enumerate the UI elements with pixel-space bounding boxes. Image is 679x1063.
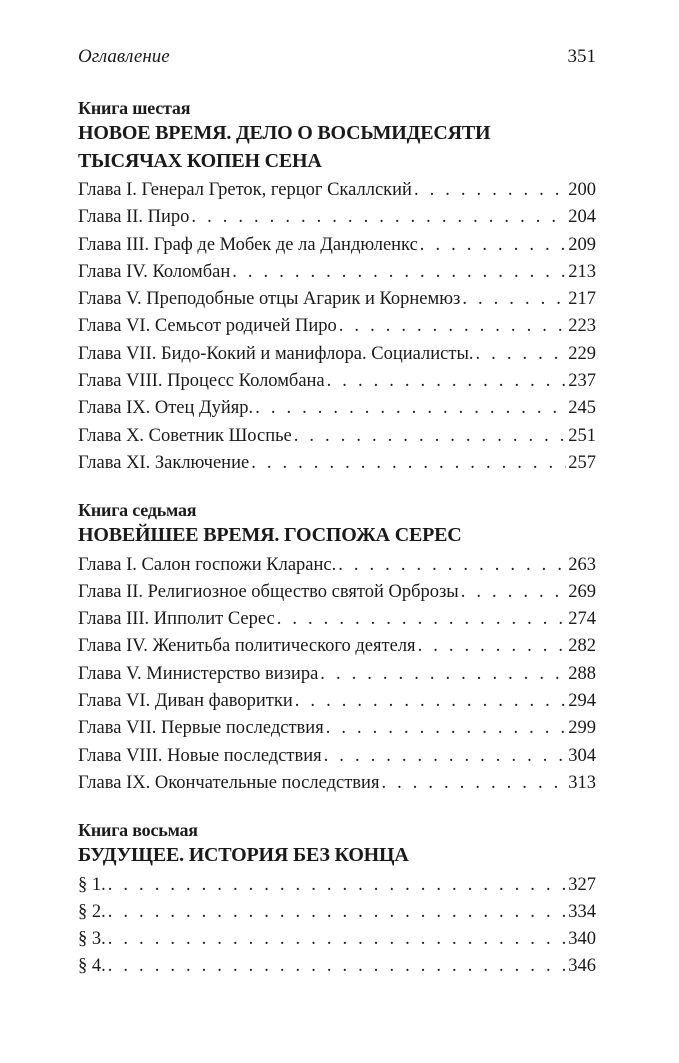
dot-leader	[327, 368, 567, 395]
toc-entry[interactable]	[78, 606, 596, 633]
chapter-title: Глава IX. Отец Дуйяр.	[78, 398, 254, 419]
dot-leader	[324, 743, 567, 770]
dot-leader	[108, 899, 567, 926]
chapter-title: Глава X. Советник Шоспье	[78, 425, 292, 446]
dot-leader	[295, 688, 566, 715]
chapter-title: Глава I. Салон госпожи Кларанс.	[78, 554, 337, 575]
chapter-page: 257	[568, 452, 596, 473]
toc-entry[interactable]	[78, 552, 596, 579]
toc-list	[78, 872, 596, 981]
dot-leader	[320, 661, 566, 688]
chapter-page: 327	[568, 874, 596, 895]
book-label: Книга шестая	[78, 98, 191, 118]
dot-leader	[418, 633, 567, 660]
chapter-page: 204	[568, 207, 596, 228]
chapter-page: 209	[568, 234, 596, 255]
chapter-title: Глава VIII. Процесс Коломбана	[78, 371, 325, 392]
toc-entry[interactable]	[78, 286, 596, 313]
toc-entry[interactable]	[78, 688, 596, 715]
book-title-line: НОВОЕ ВРЕМЯ. ДЕЛО О ВОСЬМИДЕСЯТИ	[78, 122, 491, 144]
book-section-7	[78, 498, 596, 797]
header-title: Оглавление	[78, 46, 170, 67]
chapter-title: Глава VII. Первые последствия	[78, 718, 324, 739]
dot-leader	[191, 204, 566, 231]
chapter-page: 282	[568, 636, 596, 657]
toc-entry[interactable]	[78, 715, 596, 742]
dot-leader	[339, 313, 566, 340]
chapter-page: 334	[568, 901, 596, 922]
toc-entry[interactable]	[78, 423, 596, 450]
dot-leader	[381, 770, 566, 797]
chapter-page: 213	[568, 261, 596, 282]
dot-leader	[461, 579, 567, 606]
toc-entry[interactable]	[78, 177, 596, 204]
chapter-title: Глава III. Ипполит Серес	[78, 609, 275, 630]
chapter-page: 223	[568, 316, 596, 337]
toc-entry[interactable]	[78, 953, 596, 980]
chapter-page: 251	[568, 425, 596, 446]
chapter-title: Глава II. Пиро	[78, 207, 190, 228]
chapter-title: Глава VII. Бидо-Кокий и манифлора. Социалисты.	[78, 343, 474, 364]
chapter-title: Глава V. Министерство визира	[78, 663, 319, 684]
dot-leader	[232, 259, 566, 286]
chapter-title: Глава III. Граф де Мобек де ла Дандюленкс	[78, 234, 418, 255]
dot-leader	[294, 423, 567, 450]
dot-leader	[420, 232, 566, 259]
chapter-page: 245	[568, 398, 596, 419]
toc-entry[interactable]	[78, 450, 596, 477]
chapter-page: 200	[568, 180, 596, 200]
toc-entry[interactable]	[78, 313, 596, 340]
toc-entry[interactable]	[78, 232, 596, 259]
chapter-title: Глава VIII. Новые последствия	[78, 745, 322, 766]
chapter-page: 237	[568, 371, 596, 392]
toc-entry[interactable]	[78, 661, 596, 688]
chapter-title: § 4.	[78, 956, 106, 977]
dot-leader	[255, 395, 566, 422]
chapter-title: Глава IX. Окончательные последствия	[78, 772, 380, 793]
toc-entry[interactable]	[78, 926, 596, 953]
chapter-page: 340	[568, 929, 596, 950]
chapter-title: § 2.	[78, 901, 106, 922]
dot-leader	[476, 341, 567, 368]
dot-leader	[414, 177, 566, 204]
toc-entry[interactable]	[78, 579, 596, 606]
chapter-page: 288	[568, 663, 596, 684]
book-title-line: НОВЕЙШЕЕ ВРЕМЯ. ГОСПОЖА СЕРЕС	[78, 524, 462, 546]
toc-list	[78, 177, 596, 477]
chapter-page: 229	[568, 343, 596, 364]
chapter-page: 304	[568, 745, 596, 766]
toc-entry[interactable]	[78, 633, 596, 660]
page-number: 351	[567, 46, 596, 67]
toc-entry[interactable]	[78, 368, 596, 395]
chapter-title: § 1.	[78, 874, 106, 895]
book-section-6	[78, 96, 596, 477]
toc-list	[78, 552, 596, 798]
dot-leader	[108, 953, 567, 980]
dot-leader	[326, 715, 567, 742]
dot-leader	[277, 606, 567, 633]
chapter-title: Глава VI. Семьсот родичей Пиро	[78, 316, 337, 337]
chapter-title: Глава V. Преподобные отцы Агарик и Корнемюз	[78, 289, 461, 310]
chapter-page: 346	[568, 956, 596, 977]
chapter-title: Глава VI. Диван фаворитки	[78, 690, 293, 711]
chapter-page: 217	[568, 289, 596, 310]
toc-entry[interactable]	[78, 899, 596, 926]
chapter-page: 263	[568, 554, 596, 575]
chapter-page: 269	[568, 581, 596, 602]
dot-leader	[108, 926, 567, 953]
chapter-title: Глава II. Религиозное общество святой Орброзы	[78, 581, 459, 602]
toc-entry[interactable]	[78, 341, 596, 368]
chapter-page: 299	[568, 718, 596, 739]
dot-leader	[251, 450, 566, 477]
toc-entry[interactable]	[78, 204, 596, 231]
book-title-line: БУДУЩЕЕ. ИСТОРИЯ БЕЗ КОНЦА	[78, 844, 409, 866]
chapter-title: Глава I. Генерал Греток, герцог Скаллский	[78, 180, 412, 200]
book-label: Книга восьмая	[78, 820, 198, 840]
dot-leader	[462, 286, 566, 313]
chapter-title: Глава IV. Женитьба политического деятеля	[78, 636, 416, 657]
chapter-title: § 3.	[78, 929, 106, 950]
book-label: Книга седьмая	[78, 500, 197, 520]
book-title-line: ТЫСЯЧАХ КОПЕН СЕНА	[78, 149, 322, 172]
chapter-title: Глава XI. Заключение	[78, 452, 250, 473]
running-header	[78, 46, 596, 70]
toc-entry[interactable]	[78, 259, 596, 286]
toc-entry[interactable]	[78, 743, 596, 770]
dot-leader	[338, 552, 566, 579]
toc-entry[interactable]	[78, 395, 596, 422]
toc-entry[interactable]	[78, 770, 596, 797]
book-section-8	[78, 818, 596, 981]
chapter-page: 313	[568, 772, 596, 793]
chapter-page: 274	[568, 609, 596, 630]
toc-entry[interactable]	[78, 872, 596, 899]
chapter-title: Глава IV. Коломбан	[78, 261, 231, 282]
chapter-page: 294	[568, 690, 596, 711]
dot-leader	[108, 872, 567, 899]
